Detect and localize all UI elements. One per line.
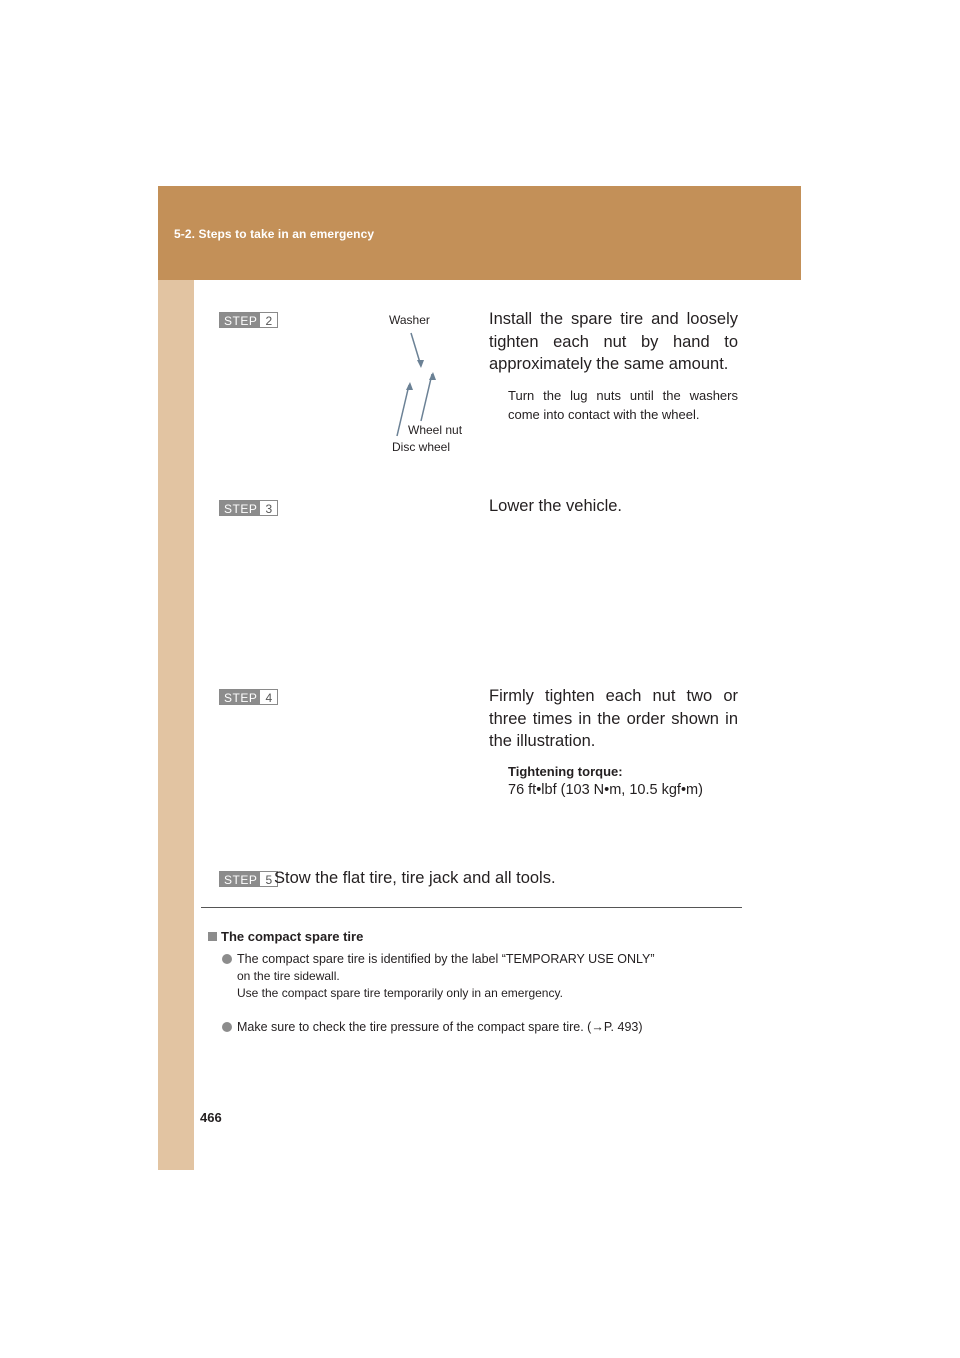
disc-wheel-pointer-arrow (406, 382, 413, 390)
step-2-subtext: Turn the lug nuts until the washers come into contact with the wheel. (508, 388, 738, 422)
step-4-text: Firmly tighten each nut two or three times in the order shown in the illustration. (489, 687, 738, 750)
note-heading (208, 929, 363, 944)
sidebar-strip (158, 186, 194, 1170)
step-badge-label: STEP (220, 501, 260, 515)
note-line: Use the compact spare tire temporarily only in an emergency. (237, 986, 563, 1000)
wheel-nut-pointer-line (421, 374, 432, 421)
torque-value: 76 ft•lbf (103 N•m, 10.5 kgf•m) (508, 782, 703, 798)
note-line: The compact spare tire is identified by the label “TEMPORARY USE ONLY” (237, 952, 655, 966)
step-2-text: Install the spare tire and loosely tighten each nut by hand to approximately the same amount. (489, 310, 738, 373)
wheel-nut-label: Wheel nut (408, 423, 463, 437)
step-badge-5 (219, 871, 278, 887)
disc-wheel-pointer-line (397, 385, 409, 436)
washer-pointer-arrow (417, 360, 424, 368)
page-number: 466 (200, 1110, 222, 1125)
circle-bullet-icon (222, 1022, 232, 1032)
torque-title: Tightening torque: (508, 764, 623, 779)
step-badge-2 (219, 312, 278, 328)
square-bullet-icon (208, 932, 217, 941)
note-line: Make sure to check the tire pressure of the compact spare tire. (→P. 493) (237, 1020, 643, 1034)
section-header (158, 186, 801, 280)
section-title: 5-2. Steps to take in an emergency (174, 227, 375, 241)
step-badge-label: STEP (220, 872, 260, 886)
step-badge-number: 3 (260, 501, 277, 515)
step-badge-number: 5 (260, 872, 277, 886)
step-badge-label: STEP (220, 313, 260, 327)
wheel-nut-pointer-arrow (429, 372, 436, 380)
washer-label: Washer (389, 313, 430, 327)
circle-bullet-icon (222, 954, 232, 964)
step-badge-number: 2 (260, 313, 277, 327)
step-badge-number: 4 (260, 690, 277, 704)
note-heading-text: The compact spare tire (221, 929, 364, 944)
note-line: on the tire sidewall. (237, 969, 340, 983)
step-badge-label: STEP (220, 690, 260, 704)
step-3-text: Lower the vehicle. (489, 497, 622, 515)
disc-wheel-label: Disc wheel (392, 440, 451, 454)
note-item-2 (222, 1019, 643, 1036)
section-divider (201, 907, 742, 908)
step-badge-3 (219, 500, 278, 516)
step-badge-4 (219, 689, 278, 705)
step-5-text: Stow the flat tire, tire jack and all tools. (274, 869, 556, 887)
figure-pointer-lines (380, 330, 440, 440)
note-item-1 (222, 951, 655, 1002)
